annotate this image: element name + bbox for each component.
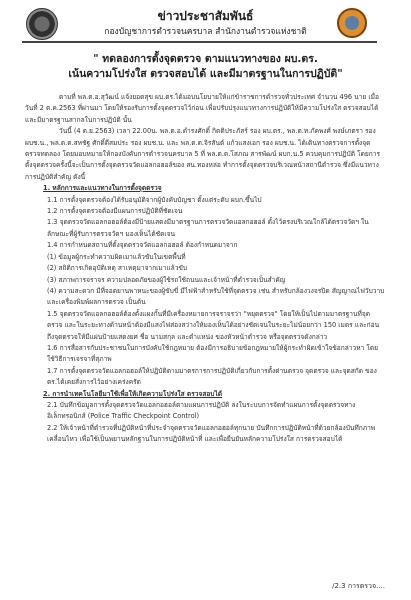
- body-paragraph: 1.6 การสื่อสารกับประชาชนในการบังคับใช้กฎหมาย ต้องมีการอธิบายข้อกฎหมายให้ผู้กระทำผิดเข้าใจข้อกล่าวหา โดยใช้วิธีการเจรจาที่สุภาพ: [47, 343, 379, 364]
- body-paragraph: (2) สถิติการเกิดอุบัติเหตุ สาเหตุมาจากเมาแล้วขับ: [47, 264, 188, 273]
- body-paragraph: (4) ความสะดวก มีที่จอดยานพาหนะของผู้ขับขี่ มีไฟฟ้าสำหรับใช้ที่จุดตรวจ เช่น สำหรับกล้องวงจรปิด สัญญาณไฟวับวาบ และเครื่องพิมพ์ผลการตรวจ เป็นต้น: [47, 286, 385, 307]
- body-paragraph: 1.5 จุดตรวจวัดแอลกอฮอล์ต้องตั้งแผงกั้นที่มีเครื่องหมายการจราจรว่า "หยุดตรวจ" โดยให้เป็นไปตามมาตรฐานที่จุดตรวจ และในระยะทางด้านหน้าต้องมีแสงไฟส่องสว่างให้มองเห็นได้อย่างชัดเจนในระยะไม่น้อยกว่า 150 เมตร และก่อนถึงจุดตรวจให้มีแผ่นป้ายแสดงยศ ชื่อ นามสกุล และตำแหน่ง ของหัวหน้าตำรวจ หรือจุดตรวจดังกล่าว: [47, 309, 380, 341]
- body-paragraph: ตามที่ พล.ต.อ.สุวัฒน์ แจ้งยอดสุข ผบ.ตร.ได้มอบนโยบายให้แก่ข้าราชการตำรวจทั่วประเทศ จำนวน 496 นาย เมื่อวันที่ 2 ต.ค.2563 ที่ผ่านมา โดยให้รองรับการตั้งจุดตรวจไว้ก่อน เพื่อปรับปรุงแนวทางการปฏิบัติให้มีความโปร่งใส ตรวจสอบได้ และมีมาตรฐานสากลในการปฏิบัติ นั้น: [25, 93, 379, 124]
- header-divider: [22, 41, 377, 43]
- body-paragraph: วันนี้ (4 ต.ย.2563) เวลา 22.00น. พล.ต.อ.ดำรงศักดิ์ กิตติประภัสร์ รอง ผบ.ตร., พล.ต.ท.ภัคพงศ์ พงษ์เภตรา รอง ผบช.น., พล.ต.ต.สหชัฐ ศักดิ์ดีสมประ รอง ผบช.น. และ พล.ต.ต.จิรสันต์ แก้วแสงเอก รอง ผบช.น. ได้เดินทางตรวจการตั้งจุดตรวจทดลอง โดยมอบหมายให้กองบังคับการตำรวจนครบาล 5 ที่ พล.ต.ต.โสภณ สารพัฒน์ ผบก.น.5 ควบคุมการปฏิบัติ โดยการตั้งจุดตรวจครั้งนี้จะเป็นการตั้งจุดตรวจวัดแอลกอฮอล์ของ สน.ทองหล่อ ทำการตั้งจุดตรวจบริเวณหน้าสถานีตำรวจ ซึ่งมีแนวทางการปฏิบัติสำคัญ ดังนี้: [25, 127, 381, 181]
- news-title-line2: เน้นความโปร่งใส ตรวจสอบได้ และมีมาตรฐานในการปฏิบัติ": [68, 68, 343, 80]
- body-paragraph: (3) สภาพการจราจร ความปลอดภัยของผู้ใช้รถใช้ถนนและเจ้าหน้าที่ตำรวจเป็นสำคัญ: [47, 275, 286, 284]
- body-paragraph: 1.4 การกำหนดสถานที่ตั้งจุดตรวจวัดแอลกอฮอล์ ต้องกำหนดมาจาก: [47, 241, 238, 250]
- metropolitan-police-emblem-icon: [337, 8, 367, 38]
- continuation-marker: /2.3 การตรวจ....: [332, 582, 385, 590]
- section-heading: 2. การนำเทคโนโลยีมาใช้เพื่อให้เกิดความโปร่งใส ตรวจสอบได้: [43, 389, 223, 398]
- header-title: ข่าวประชาสัมพันธ์: [157, 9, 254, 23]
- news-title-line1: " ทดลองการตั้งจุดตรวจ ตามแนวทางของ ผบ.ตร.: [93, 53, 318, 65]
- section-heading: 1. หลักการและแนวทางในการตั้งจุดตรวจ: [43, 184, 162, 193]
- body-paragraph: 1.3 จุดตรวจวัดแอลกอฮอล์ต้องมีป้ายแสดงมีมาตรฐานการตรวจวัดแอลกอฮอล์ ตั้งไว้ตรงบริเวณใกล้ได้ตรวจวัดฯ ในลักษณะที่ผู้รับการตรวจวัดฯ มองเห็นได้ชัดเจน: [47, 218, 369, 238]
- body-paragraph: 1.1 การตั้งจุดตรวจต้องได้รับอนุมัติจากผู้บังคับบัญชา ตั้งแต่ระดับ ผบก.ขึ้นไป: [47, 195, 262, 204]
- body-paragraph: 1.7 การตั้งจุดตรวจวัดแอลกอฮอล์ให้ปฏิบัติตามมาตรการการปฏิบัติเกี่ยวกับการตั้งด่านตรวจ จุดตรวจ และจุดสกัด ของ ตร.ได้เคยสั่งการไว้อย่างเคร่งครัด: [47, 366, 377, 387]
- header-subtitle: กองบัญชาการตำรวจนครบาล สำนักงานตำรวจแห่งชาติ: [104, 27, 307, 37]
- news-body: [25, 92, 385, 446]
- letterhead: [0, 0, 411, 44]
- body-paragraph: 2.2 ให้เจ้าหน้าที่ตำรวจที่ปฏิบัติหน้าที่ประจำจุดตรวจวัดแอลกอฮอล์ทุกนาย บันทึกการปฏิบัติหน้าที่ด้วยกล้องบันทึกภาพเคลื่อนไหว เพื่อใช้เป็นพยานหลักฐานในการปฏิบัติหน้าที่ และเพื่อยืนยันหลักความโปร่งใส การตรวจสอบได้: [47, 423, 376, 444]
- body-paragraph: 1.2 การตั้งจุดตรวจต้องมีแผนการปฏิบัติที่ชัดเจน: [47, 207, 183, 216]
- body-paragraph: (1) ข้อมูลผู้กระทำความผิดเมาแล้วขับในเขตพื้นที่: [47, 252, 186, 261]
- body-paragraph: 2.1 บันทึกข้อมูลการตั้งจุดตรวจวัดแอลกอฮอล์ตามแผนการปฏิบัติ ลงในระบบการจัดทำแผนการตั้งจุดตรวจทางอิเล็กทรอนิกส์ (Police Traffic Checkpoint Control): [47, 400, 356, 421]
